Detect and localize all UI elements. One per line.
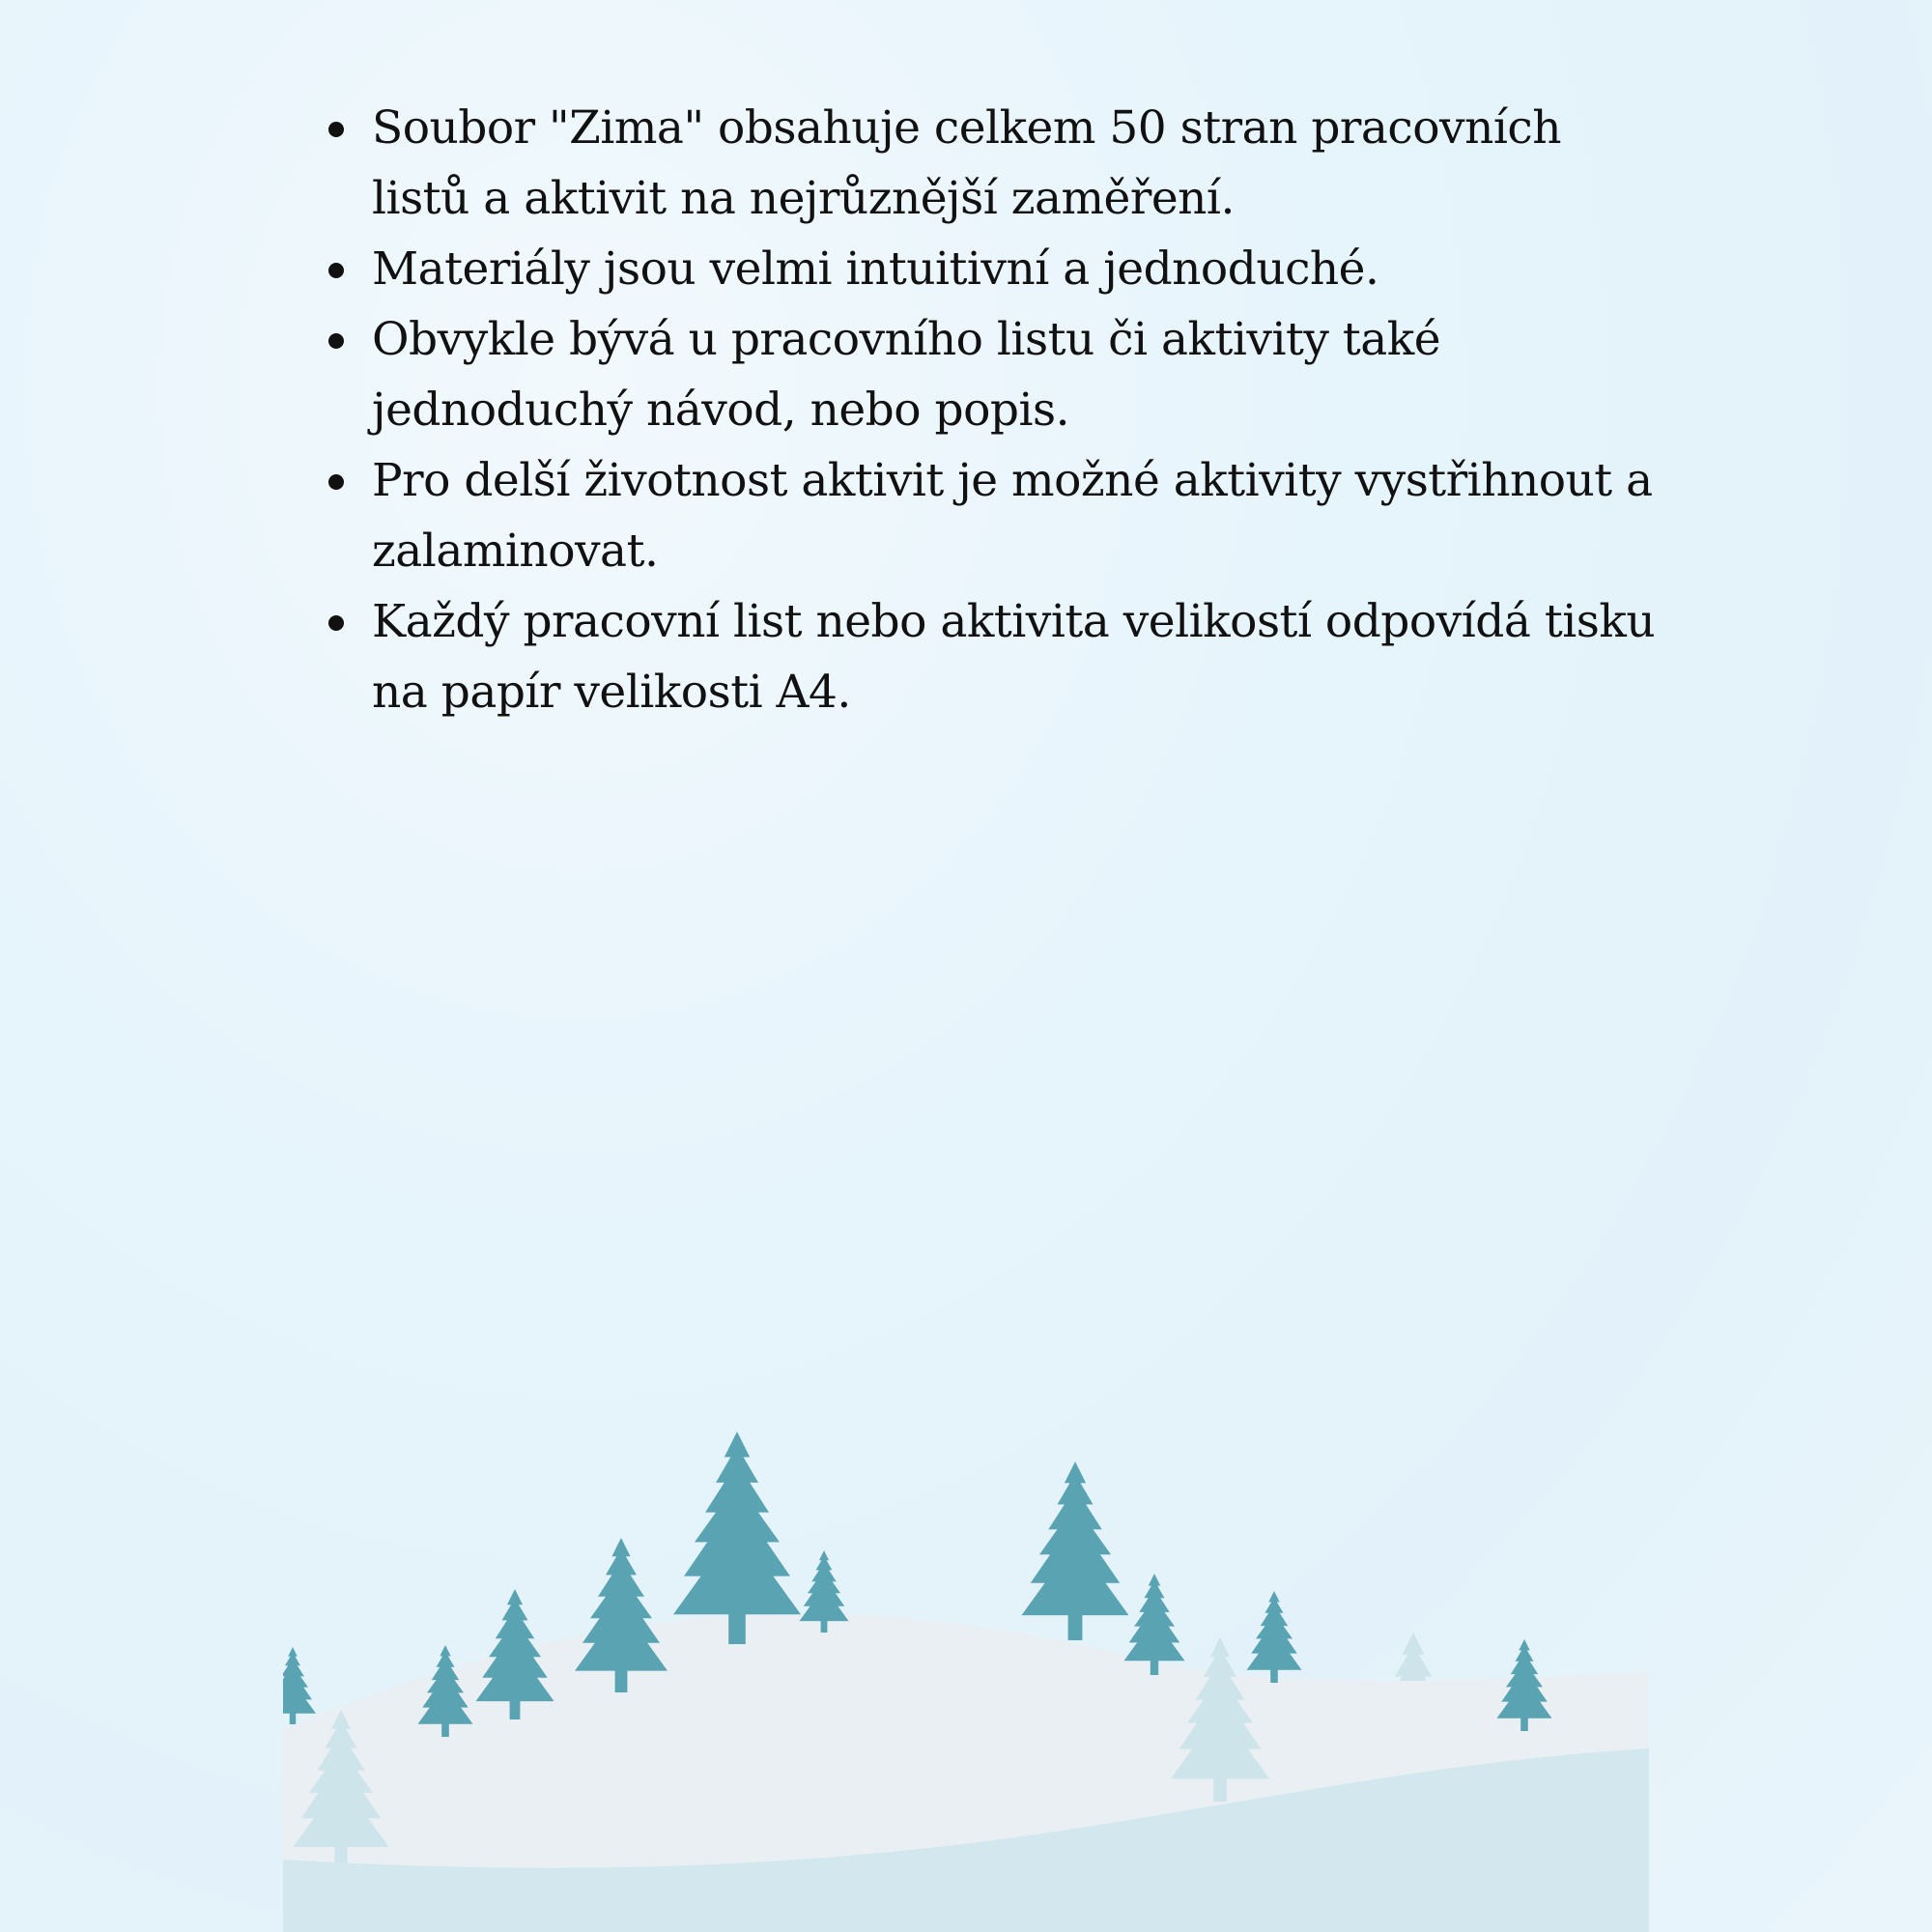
dark-tree-shape (283, 1647, 316, 1724)
bullet-icon (328, 263, 344, 278)
bullet-item (319, 445, 1662, 586)
bullet-icon (328, 122, 344, 137)
bullet-text: Každý pracovní list nebo aktivita velikostí odpovídá tisku na papír velikosti A4. (372, 595, 1656, 719)
bullet-text: Obvykle bývá u pracovního listu či aktivity také jednoduchý návod, nebo popis. (372, 313, 1441, 437)
dark-tree-shape (1022, 1462, 1129, 1640)
tree-dark-icon (575, 1538, 668, 1692)
bullet-item (319, 586, 1662, 727)
bullet-text: Pro delší životnost aktivit je možné aktivity vystřihnout a zalaminovat. (372, 454, 1653, 578)
feature-bullet-list (319, 93, 1662, 727)
tree-dark-icon (673, 1432, 801, 1644)
bullet-text: Soubor "Zima" obsahuje celkem 50 stran pracovních listů a aktivit na nejrůznější zaměření. (372, 101, 1561, 225)
bullet-item (319, 234, 1662, 304)
tree-dark-icon (1124, 1574, 1185, 1675)
winter-forest-illustration (283, 1430, 1649, 1932)
tree-dark-icon (1247, 1591, 1302, 1683)
bullet-text: Materiály jsou velmi intuitivní a jednoduché. (372, 242, 1379, 296)
dark-tree-shape (1247, 1591, 1302, 1683)
tree-dark-icon (283, 1647, 316, 1724)
tree-dark-icon (1022, 1462, 1129, 1640)
bullet-item (319, 93, 1662, 234)
bullet-item (319, 304, 1662, 445)
dark-tree-shape (673, 1432, 801, 1644)
bullet-icon (328, 333, 344, 349)
dark-tree-shape (1124, 1574, 1185, 1675)
tree-dark-icon (800, 1550, 849, 1633)
bullet-icon (328, 615, 344, 631)
bullet-icon (328, 474, 344, 490)
dark-tree-shape (800, 1550, 849, 1633)
dark-tree-shape (575, 1538, 668, 1692)
